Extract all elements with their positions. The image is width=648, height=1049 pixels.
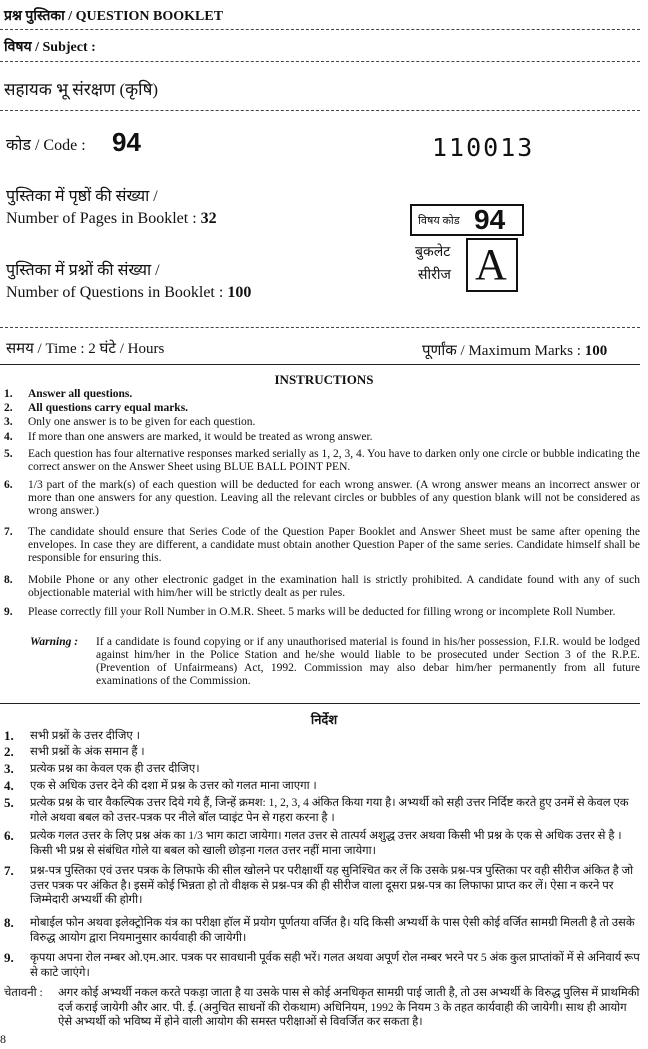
pages-label: Number of Pages in Booklet : 32 [6,210,217,227]
time-label: समय / Time : 2 घंटे / Hours [6,341,165,357]
booklet-series-badge [466,238,518,292]
warning-text: If a candidate is found copying or if any unauthorised material is found in his/her possession, F.I.R. would be lodged against him/her in the Police Station and he/she would liable to be prosecuted under Section 3 of the R.P.E. (Prevention of Unfairmeans) Act, 1992. Commission may also debar him/her permanently from all future examinations of the Commission. [96,636,640,687]
hindi-instructions-title: निर्देश [310,712,338,727]
instructions-title: INSTRUCTIONS [274,372,374,387]
pages-label-hindi: पुस्तिका में पृष्ठों की संख्या / [6,188,158,205]
questions-label: Number of Questions in Booklet : 100 [6,284,252,301]
booklet-series-label-2: सीरीज [418,268,451,283]
divider [0,703,640,704]
code-label: कोड / Code : [6,137,86,154]
divider [0,364,640,365]
serial-number: 110013 [432,133,535,162]
max-marks-label: पूर्णांक / Maximum Marks : 100 [422,343,608,359]
warning-label: Warning : [30,636,79,648]
questions-label-hindi: पुस्तिका में प्रश्नों की संख्या / [6,262,160,279]
divider [0,327,640,328]
subject-value: सहायक भू संरक्षण (कृषि) [4,80,159,99]
subject-code-badge-value: 94 [474,204,506,235]
subject-code-badge-label: विषय कोड [418,215,460,227]
subject-code-badge [410,204,524,236]
divider [0,29,640,30]
booklet-series-value: A [475,240,507,289]
page-number: 8 [0,1032,6,1046]
divider [0,61,640,62]
booklet-series-label-1: बुकलेट [415,245,451,260]
hindi-warning-label: चेतावनी : [4,987,43,999]
booklet-title: प्रश्न पुस्तिका / QUESTION BOOKLET [4,9,224,24]
subject-label: विषय / Subject : [4,40,96,55]
hindi-warning-text: अगर कोई अभ्यर्थी नकल करते पकड़ा जाता है या उसके पास से कोई अनधिकृत सामग्री पाई जाती है, तो उस अभ्यर्थी के विरुद्ध पुलिस में प्राथमिकी दर्ज कराई जायेगी और आर. पी. ई. (अनुचित साधनों की रोकथाम) अधिनियम, 1992 के नियम 3 के तहत कार्यवाही की जायेगी। साथ ही आयोग ऐसे अभ्यर्थी को भविष्य में होने वाली आयोग की समस्त परीक्षाओं से विवर्जित कर सकता है। [58,987,640,1028]
divider [0,110,640,111]
code-value: 94 [112,127,141,157]
